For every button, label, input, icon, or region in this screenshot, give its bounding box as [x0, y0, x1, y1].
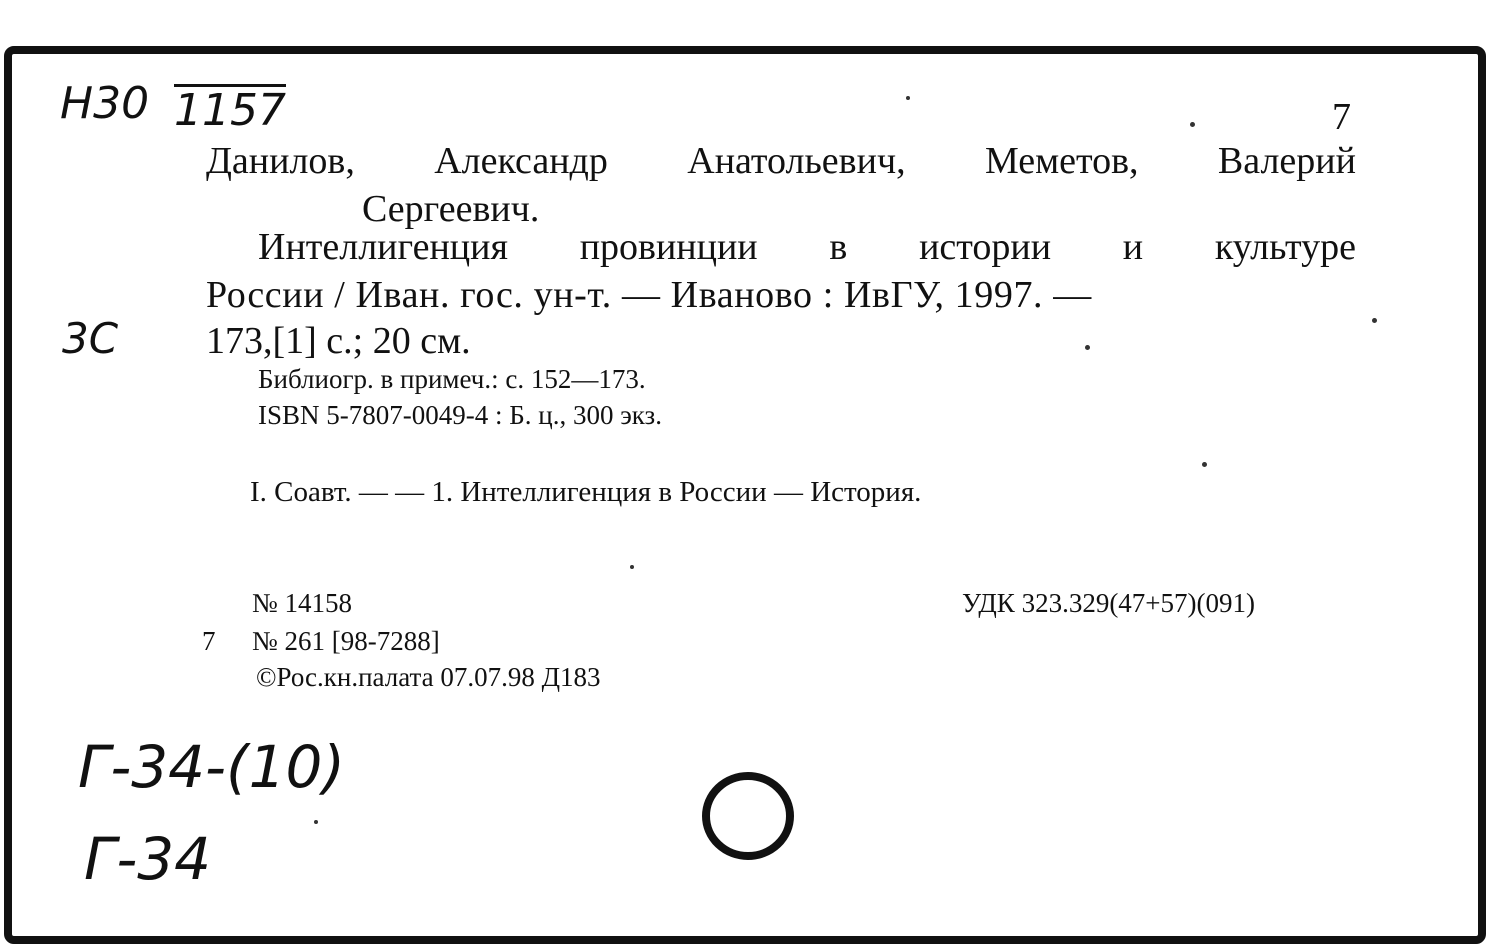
handwritten-code-1: Г-34-(10) [78, 733, 346, 801]
author-line-2: Сергеевич. [362, 188, 540, 230]
punch-hole [700, 768, 796, 864]
copyright-line: ©Рос.кн.палата 07.07.98 Д183 [256, 662, 601, 692]
title-word: в [829, 226, 848, 268]
author-word: Анатольевич, [687, 140, 906, 182]
title-line-3: 173,[1] с.; 20 см. [206, 320, 471, 362]
udc-code: УДК 323.329(47+57)(091) [962, 588, 1256, 618]
author-word: Александр [434, 140, 608, 182]
author-word: Меметов, [984, 140, 1139, 182]
title-line-2: России / Иван. гос. ун-т. — Иваново : ИвГУ, 1997. — [206, 274, 1092, 316]
scan-speck [630, 565, 634, 569]
record-number-2: № 261 [98-7288] [252, 626, 440, 656]
title-word: и [1122, 226, 1144, 268]
handwritten-number: 1157 [174, 85, 286, 136]
bibliography-note: Библиогр. в примеч.: с. 152—173. [258, 364, 646, 394]
handwritten-side-mark: 3С [62, 314, 119, 363]
handwritten-code-2: Г-34 [84, 825, 212, 893]
title-line-1 [258, 228, 1356, 266]
isbn-line: ISBN 5-7807-0049-4 : Б. ц., 300 экз. [258, 400, 662, 430]
scan-speck [314, 820, 318, 824]
title-word: культуре [1214, 226, 1356, 268]
handwritten-shelfmark: Н30 [60, 78, 150, 129]
scan-speck [906, 96, 910, 100]
side-digit: 7 [202, 626, 216, 656]
title-word: провинции [579, 226, 758, 268]
scan-speck [1085, 345, 1090, 350]
title-word: истории [919, 226, 1052, 268]
title-word: Интеллигенция [258, 226, 508, 268]
author-line [206, 142, 1356, 180]
scan-speck [1372, 318, 1377, 323]
scan-speck [1190, 122, 1195, 127]
card-count: 7 [1332, 96, 1351, 138]
tracings-line: I. Соавт. — — 1. Интеллигенция в России — История. [250, 476, 922, 508]
record-number-1: № 14158 [252, 588, 353, 618]
scan-speck [1202, 462, 1207, 467]
author-word: Данилов, [206, 140, 355, 182]
author-word: Валерий [1217, 140, 1356, 182]
